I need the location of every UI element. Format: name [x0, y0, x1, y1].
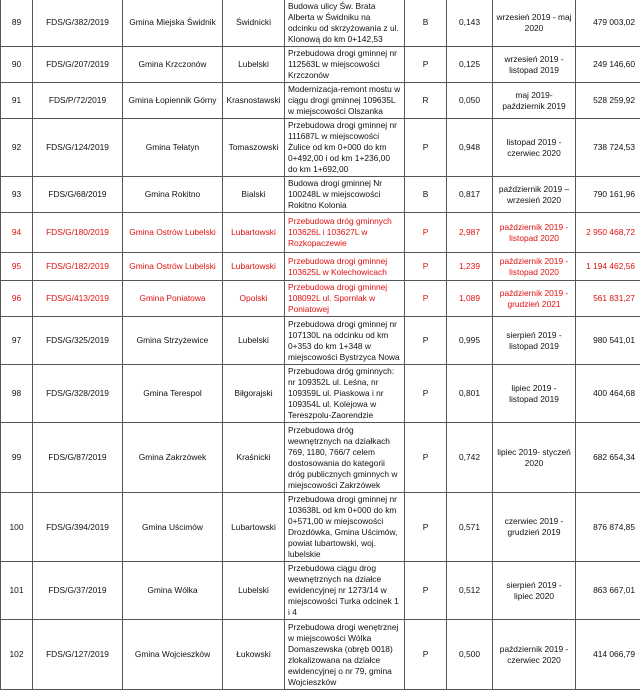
- cell-number: FDS/G/394/2019: [33, 493, 123, 562]
- cell-lp: 102: [1, 620, 33, 690]
- cell-category: B: [405, 177, 447, 213]
- table-row: [1, 253, 640, 281]
- cell-amount: 249 146,60: [576, 47, 640, 83]
- table-row: [1, 119, 640, 177]
- cell-lp: 90: [1, 47, 33, 83]
- cell-powiat: Kraśnicki: [223, 423, 285, 493]
- cell-number: FDS/G/68/2019: [33, 177, 123, 213]
- table-row: [1, 423, 640, 493]
- cell-description: Budowa ulicy Św. Brata Alberta w Świdniku na odcinku od skrzyżowania z ul. Klonową do km 0+142,53: [285, 0, 405, 47]
- cell-amount: 2 950 468,72: [576, 213, 640, 253]
- cell-number: FDS/G/328/2019: [33, 365, 123, 423]
- cell-number: FDS/G/124/2019: [33, 119, 123, 177]
- cell-lp: 92: [1, 119, 33, 177]
- cell-length: 0,948: [447, 119, 493, 177]
- cell-number: FDS/G/182/2019: [33, 253, 123, 281]
- cell-category: P: [405, 213, 447, 253]
- cell-category: B: [405, 0, 447, 47]
- cell-description: Przebudowa dróg gminnych 103626L i 103627L w Rozkopaczewie: [285, 213, 405, 253]
- cell-term: listopad 2019 - czerwiec 2020: [493, 119, 576, 177]
- cell-powiat: Łukowski: [223, 620, 285, 690]
- cell-amount: 876 874,85: [576, 493, 640, 562]
- cell-powiat: Tomaszowski: [223, 119, 285, 177]
- cell-powiat: Lubartowski: [223, 493, 285, 562]
- cell-amount: 790 161,96: [576, 177, 640, 213]
- cell-category: P: [405, 47, 447, 83]
- cell-length: 0,050: [447, 83, 493, 119]
- cell-powiat: Bialski: [223, 177, 285, 213]
- cell-term: czerwiec 2019 - grudzień 2019: [493, 493, 576, 562]
- cell-term: lipiec 2019 - listopad 2019: [493, 365, 576, 423]
- cell-amount: 561 831,27: [576, 281, 640, 317]
- table-row: [1, 493, 640, 562]
- cell-number: FDS/G/207/2019: [33, 47, 123, 83]
- table-row: [1, 281, 640, 317]
- cell-category: P: [405, 317, 447, 365]
- cell-amount: 682 654,34: [576, 423, 640, 493]
- cell-description: Przebudowa drogi gminnej 108092L ul. Spornlak w Poniatowej: [285, 281, 405, 317]
- cell-gmina: Gmina Ostrów Lubelski: [123, 253, 223, 281]
- cell-number: FDS/G/382/2019: [33, 0, 123, 47]
- cell-amount: 738 724,53: [576, 119, 640, 177]
- cell-gmina: Gmina Wojcieszków: [123, 620, 223, 690]
- cell-lp: 97: [1, 317, 33, 365]
- cell-gmina: Gmina Miejska Świdnik: [123, 0, 223, 47]
- cell-lp: 89: [1, 0, 33, 47]
- cell-description: Przebudowa dróg gminnych: nr 109352L ul. Leśna, nr 109359L ul. Piaskowa i nr 109354L ul. Kolejowa w Tereszpolu-Zaorendzie: [285, 365, 405, 423]
- cell-powiat: Lubelski: [223, 317, 285, 365]
- cell-length: 0,500: [447, 620, 493, 690]
- cell-number: FDS/G/413/2019: [33, 281, 123, 317]
- cell-term: sierpień 2019 - listopad 2019: [493, 317, 576, 365]
- cell-amount: 479 003,02: [576, 0, 640, 47]
- cell-lp: 91: [1, 83, 33, 119]
- cell-length: 0,143: [447, 0, 493, 47]
- cell-category: R: [405, 83, 447, 119]
- cell-number: FDS/G/37/2019: [33, 562, 123, 620]
- cell-number: FDS/G/325/2019: [33, 317, 123, 365]
- cell-term: wrzesień 2019 - listopad 2019: [493, 47, 576, 83]
- cell-category: P: [405, 620, 447, 690]
- cell-length: 1,089: [447, 281, 493, 317]
- table-row: [1, 562, 640, 620]
- cell-description: Modernizacja-remont mostu w ciągu drogi gminnej 109635L w miejscowości Olszanka: [285, 83, 405, 119]
- cell-term: październik 2019 - czerwiec 2020: [493, 620, 576, 690]
- cell-gmina: Gmina Krzczonów: [123, 47, 223, 83]
- cell-term: wrzesień 2019 - maj 2020: [493, 0, 576, 47]
- cell-length: 0,801: [447, 365, 493, 423]
- cell-powiat: Biłgorajski: [223, 365, 285, 423]
- cell-term: maj 2019- październik 2019: [493, 83, 576, 119]
- cell-powiat: Krasnostawski: [223, 83, 285, 119]
- cell-length: 1,239: [447, 253, 493, 281]
- cell-lp: 95: [1, 253, 33, 281]
- cell-lp: 98: [1, 365, 33, 423]
- cell-term: lipiec 2019- styczeń 2020: [493, 423, 576, 493]
- cell-description: Przebudowa drogi wenętrznej w miejscowości Wólka Domaszewska (obręb 0018) zlokalizowana na działce ewidencyjnej o nr 79, gmina Wojcieszków: [285, 620, 405, 690]
- cell-description: Przebudowa drogi gminnej nr 107130L na odcinku od km 0+353 do km 1+348 w miejscowości Bystrzyca Nowa: [285, 317, 405, 365]
- cell-powiat: Opolski: [223, 281, 285, 317]
- cell-number: FDS/P/72/2019: [33, 83, 123, 119]
- cell-length: 0,817: [447, 177, 493, 213]
- cell-amount: 863 667,01: [576, 562, 640, 620]
- cell-number: FDS/G/180/2019: [33, 213, 123, 253]
- cell-amount: 980 541,01: [576, 317, 640, 365]
- cell-powiat: Lubartowski: [223, 213, 285, 253]
- cell-category: P: [405, 119, 447, 177]
- cell-gmina: Gmina Zakrzówek: [123, 423, 223, 493]
- cell-gmina: Gmina Łopiennik Górny: [123, 83, 223, 119]
- cell-lp: 93: [1, 177, 33, 213]
- cell-amount: 1 194 462,56: [576, 253, 640, 281]
- cell-term: październik 2019 - listopad 2020: [493, 213, 576, 253]
- cell-lp: 101: [1, 562, 33, 620]
- table-row: [1, 0, 640, 47]
- cell-lp: 96: [1, 281, 33, 317]
- cell-lp: 99: [1, 423, 33, 493]
- cell-gmina: Gmina Ostrów Lubelski: [123, 213, 223, 253]
- table-row: [1, 83, 640, 119]
- cell-gmina: Gmina Terespol: [123, 365, 223, 423]
- cell-length: 0,512: [447, 562, 493, 620]
- cell-powiat: Lubartowski: [223, 253, 285, 281]
- cell-gmina: Gmina Strzyżewice: [123, 317, 223, 365]
- cell-description: Budowa drogi gminnej Nr 100248L w miejscowości Rokitno Kolonia: [285, 177, 405, 213]
- cell-description: Przebudowa drogi gminnej 103625L w Kolechowicach: [285, 253, 405, 281]
- cell-length: 0,125: [447, 47, 493, 83]
- table-row: [1, 47, 640, 83]
- cell-term: sierpień 2019 - lipiec 2020: [493, 562, 576, 620]
- table-row: [1, 213, 640, 253]
- cell-amount: 414 066,79: [576, 620, 640, 690]
- cell-gmina: Gmina Poniatowa: [123, 281, 223, 317]
- cell-category: P: [405, 281, 447, 317]
- cell-category: P: [405, 562, 447, 620]
- cell-gmina: Gmina Rokitno: [123, 177, 223, 213]
- cell-category: P: [405, 423, 447, 493]
- cell-powiat: Lubelski: [223, 562, 285, 620]
- cell-category: P: [405, 493, 447, 562]
- cell-amount: 528 259,92: [576, 83, 640, 119]
- cell-description: Przebudowa ciągu drog wewnętrznych na działce ewidencyjnej nr 1273/14 w miejscowości Turka odcinek 1 i 4: [285, 562, 405, 620]
- cell-gmina: Gmina Wólka: [123, 562, 223, 620]
- cell-description: Przebudowa drogi gminnej nr 111687L w miejscowości Żulice od km 0+000 do km 0+492,00 i od km 1+236,00 do km 1+692,00: [285, 119, 405, 177]
- cell-category: P: [405, 253, 447, 281]
- cell-description: Przebudowa dróg wewnętrznych na działkach 769, 1180, 766/7 celem dostosowania do kategorii dróg publicznych gminnych w miejscowości Zakrzówek: [285, 423, 405, 493]
- table-row: [1, 365, 640, 423]
- table-row: [1, 317, 640, 365]
- cell-powiat: Lubelski: [223, 47, 285, 83]
- cell-length: 0,742: [447, 423, 493, 493]
- cell-description: Przebudowa drogi gminnej nr 112563L w miejscowości Krzczonów: [285, 47, 405, 83]
- cell-gmina: Gmina Tełatyn: [123, 119, 223, 177]
- cell-term: październik 2019 – wrzesień 2020: [493, 177, 576, 213]
- cell-length: 2,987: [447, 213, 493, 253]
- cell-term: październik 2019 - listopad 2020: [493, 253, 576, 281]
- cell-amount: 400 464,68: [576, 365, 640, 423]
- cell-category: P: [405, 365, 447, 423]
- cell-description: Przebudowa drogi gminnej nr 103638L od km 0+000 do km 0+571,00 w miejscowości Drozdówka, Gmina Uścimów, powiat lubartowski, woj. lubelskie: [285, 493, 405, 562]
- cell-length: 0,995: [447, 317, 493, 365]
- cell-number: FDS/G/87/2019: [33, 423, 123, 493]
- table-row: [1, 177, 640, 213]
- cell-lp: 100: [1, 493, 33, 562]
- cell-term: październik 2019 - grudzień 2021: [493, 281, 576, 317]
- cell-length: 0,571: [447, 493, 493, 562]
- cell-number: FDS/G/127/2019: [33, 620, 123, 690]
- cell-lp: 94: [1, 213, 33, 253]
- table-row: [1, 620, 640, 690]
- cell-gmina: Gmina Uścimów: [123, 493, 223, 562]
- cell-powiat: Świdnicki: [223, 0, 285, 47]
